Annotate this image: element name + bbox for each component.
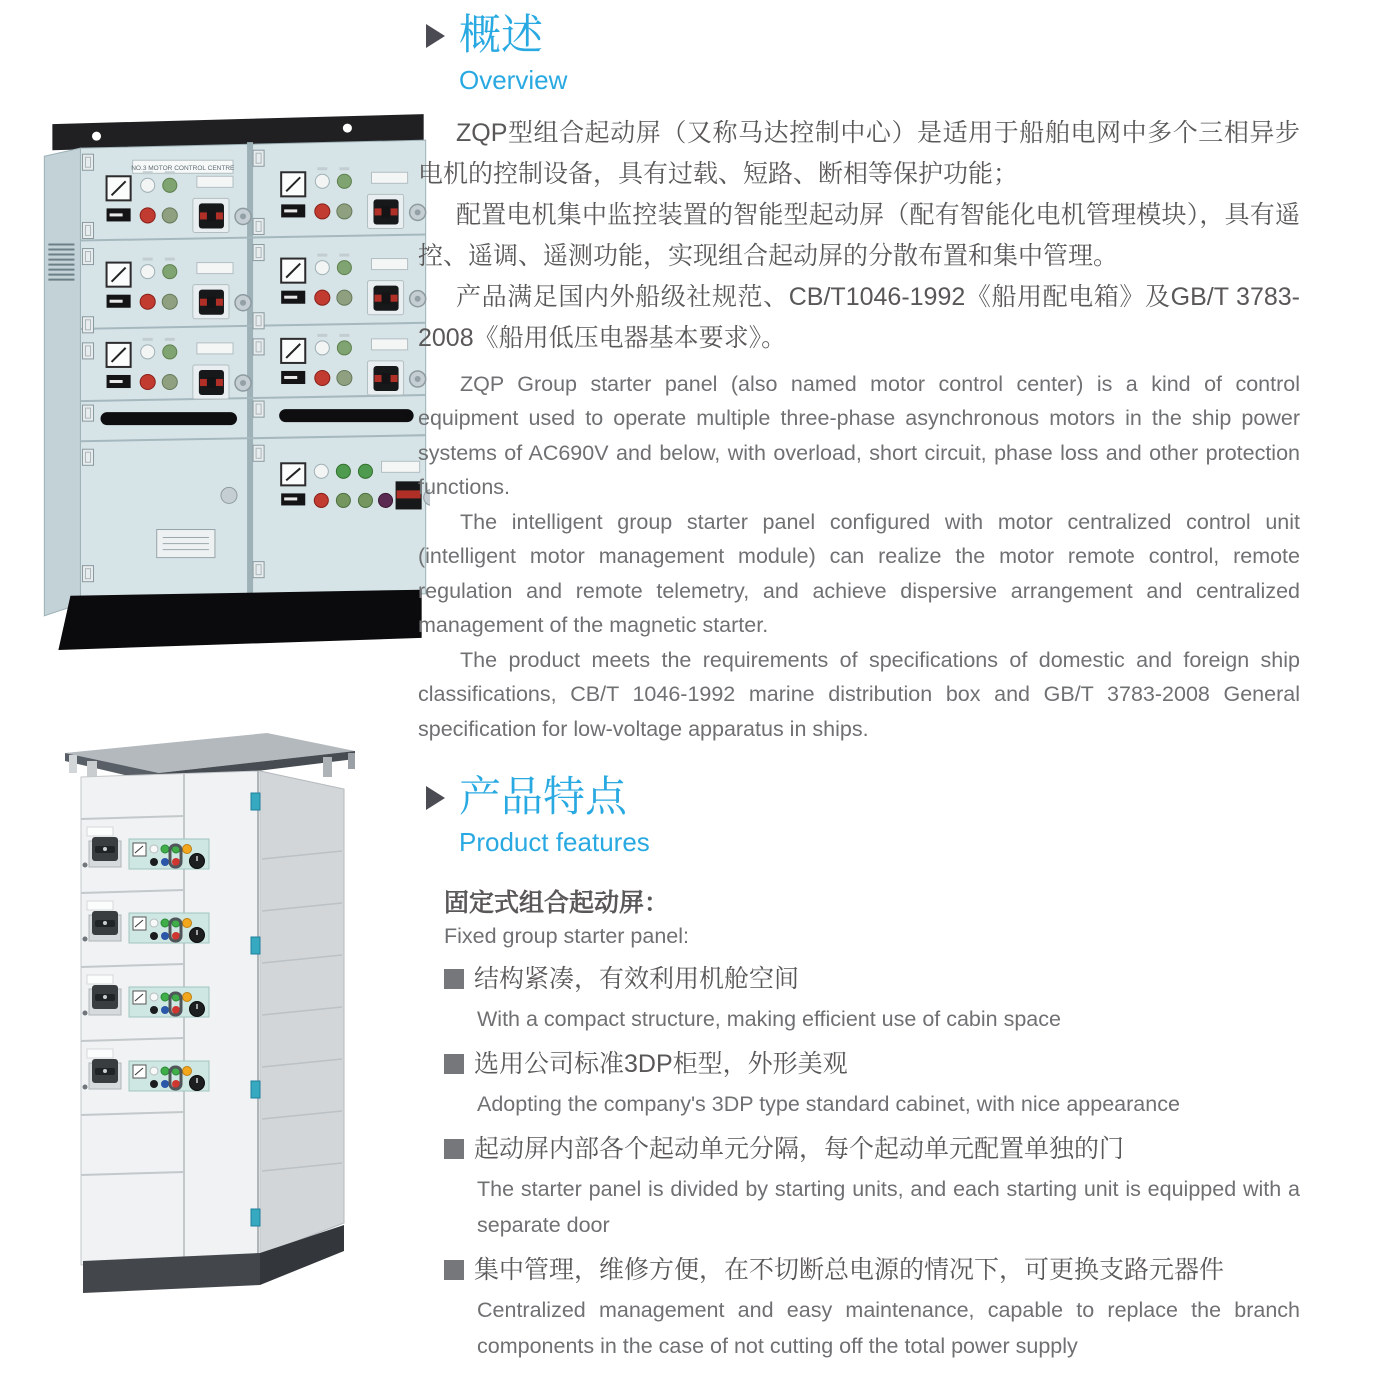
section-arrow-icon [426,786,445,810]
overview-section [418,10,1300,746]
feature-cn: 结构紧凑，有效利用机舱空间 [474,964,800,993]
cabinet-side-panel [44,148,80,616]
starting-unit-controls [89,911,209,943]
feature-en: With a compact structure, making efficient use of cabin space [477,1006,1061,1031]
feature-item [444,959,1300,1037]
feature-en: Adopting the company's 3DP type standard cabinet, with nice appearance [477,1091,1180,1116]
bullet-square-icon [444,969,464,989]
paragraph-cn: ZQP型组合起动屏（又称马达控制中心）是适用于船舶电网中多个三相异步电机的控制设备，具有过载、短路、断相等保护功能； [418,118,1300,188]
feature-cn: 选用公司标准3DP柜型，外形美观 [474,1049,848,1078]
features-header [418,772,1300,859]
features-section [418,772,1300,1364]
features-list [444,959,1300,1364]
bullet-square-icon [444,1260,464,1280]
starting-unit-controls [89,837,209,869]
feature-item [444,1044,1300,1122]
fixed-starter-panel-3d-render [55,708,407,1298]
paragraph-cn: 配置电机集中监控装置的智能型起动屏（配有智能化电机管理模块），具有遥控、遥调、遥测功能，实现组合起动屏的分散布置和集中管理。 [418,200,1300,270]
paragraph-en: The intelligent group starter panel configured with motor centralized control unit (intelligent motor management module) can realize the motor remote control, remote regulation and remote telemetry, and achieve dispersive arrangement and centralized management of the magnetic starter. [418,509,1300,638]
feature-en: Centralized management and easy maintenance, capable to replace the branch components in the case of not cutting off the total power supply [477,1297,1300,1358]
starting-unit-controls [89,985,209,1017]
feature-cn: 起动屏内部各个起动单元分隔，每个起动单元配置单独的门 [474,1134,1125,1163]
features-subtitle-cn: 固定式组合起动屏： [444,888,670,917]
cabinet-nameplate-label: NO.3 MOTOR CONTROL CENTRE [131,164,235,172]
feature-en: The starter panel is divided by starting units, and each starting unit is equipped with a separate door [477,1176,1300,1237]
cabinet-plinth [58,590,421,650]
group-starter-panel-photo [36,96,430,666]
overview-chinese-text [418,113,1300,359]
overview-title-cn: 概述 [459,11,544,58]
fixed-starter-panel-illustration [55,708,407,1298]
overview-title-en: Overview [459,65,568,96]
features-title-en: Product features [459,827,650,858]
overview-english-text [418,367,1300,747]
paragraph-cn: 产品满足国内外船级社规范、CB/T1046-1992《船用配电箱》及GB/T 3783-2008《船用低压电器基本要求》。 [418,282,1300,352]
door-pull-handle [279,409,413,422]
section-arrow-icon [426,24,445,48]
door-pull-handle [101,412,237,425]
group-starter-panel-illustration [36,96,430,666]
cabinet-side-face [260,771,344,1255]
feature-item [444,1250,1300,1364]
rating-nameplate [157,530,215,558]
features-subtitle-en: Fixed group starter panel: [444,923,689,948]
starting-unit-controls [89,1059,209,1091]
paragraph-en: ZQP Group starter panel (also named motor control center) is a kind of control equipment used to operate multiple three-phase asynchronous motors in the ship power systems of AC690V and below, with overload, short circuit, phase loss and other protection functions. [418,371,1300,500]
feature-cn: 集中管理，维修方便，在不切断总电源的情况下，可更换支路元器件 [474,1255,1225,1284]
paragraph-en: The product meets the requirements of specifications of domestic and foreign ship classifications, CB/T 1046-1992 marine distribution box and GB/T 3783-2008 General specification for low-voltage apparatus in ships. [418,647,1300,741]
features-title-cn: 产品特点 [459,773,628,820]
bullet-square-icon [444,1139,464,1159]
overview-header [418,10,1300,97]
bullet-square-icon [444,1054,464,1074]
feature-item [444,1129,1300,1243]
